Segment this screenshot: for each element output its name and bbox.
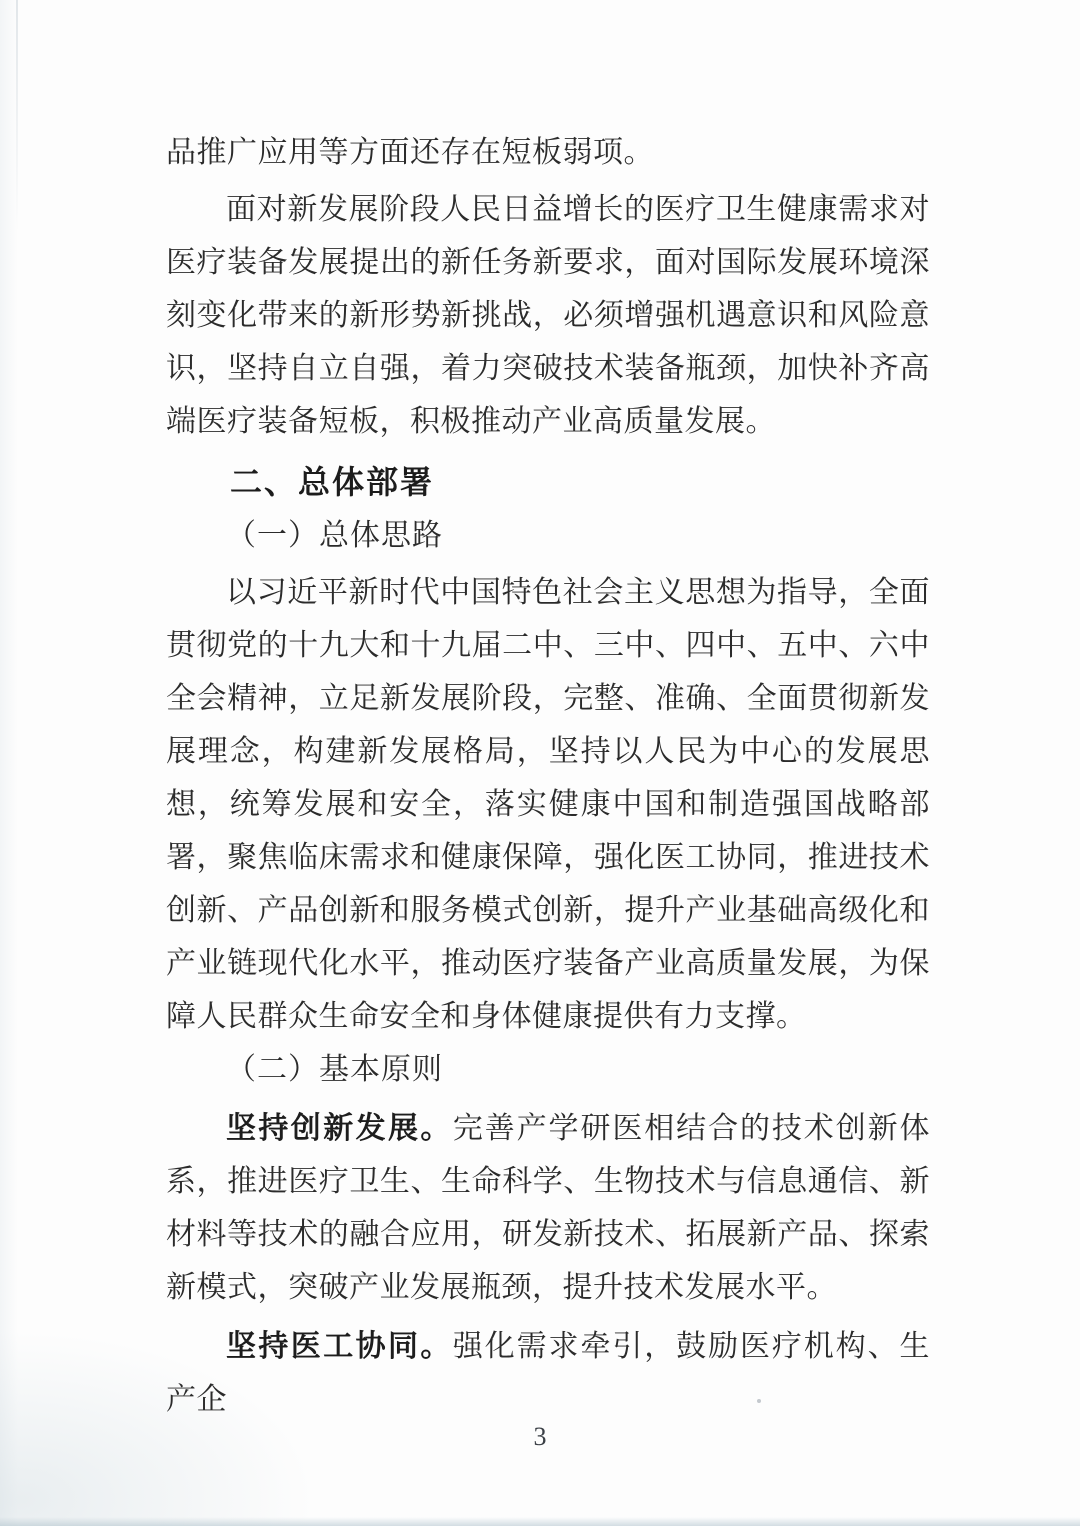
scan-crease (16, 0, 18, 230)
paragraph-text: 强化需求牵引，鼓励医疗机构、生产企 (166, 1330, 931, 1416)
paragraph (166, 1102, 930, 1314)
paragraph: 以习近平新时代中国特色社会主义思想为指导，全面贯彻党的十九大和十九届二中、三中、四中、五中、六中全会精神，立足新发展阶段，完整、准确、全面贯彻新发展理念，构建新发展格局，坚持以人民为中心的发展思想，统筹发展和安全，落实健康中国和制造强国战略部署，聚焦临床需求和健康保障，强化医工协同，推进技术创新、产品创新和服务模式创新，提升产业基础高级化和产业链现代化水平，推动医疗装备产业高质量发展，为保障人民群众生命安全和身体健康提供有力支撑。 (166, 576, 930, 1033)
paragraph-continuation: 品推广应用等方面还存在短板弱项。 (166, 136, 654, 169)
paragraph-lead-bold: 坚持医工协同。 (226, 1330, 453, 1363)
paragraph-lead-bold: 坚持创新发展。 (226, 1112, 453, 1145)
subsection-heading-1: （一）总体思路 (226, 519, 443, 552)
scan-bottom-edge (0, 1517, 1080, 1526)
paragraph-text: 完善产学研医相结合的技术创新体系，推进医疗卫生、生命科学、生物技术与信息通信、新材料等技术的融合应用，研发新技术、拓展新产品、探索新模式，突破产业发展瓶颈，提升技术发展水平。 (166, 1112, 931, 1304)
section-heading: 二、总体部署 (230, 464, 435, 500)
scan-speck (757, 1399, 761, 1403)
paragraph: 面对新发展阶段人民日益增长的医疗卫生健康需求对医疗装备发展提出的新任务新要求，面对国际发展环境深刻变化带来的新形势新挑战，必须增强机遇意识和风险意识，坚持自立自强，着力突破技术装备瓶颈，加快补齐高端医疗装备短板，积极推动产业高质量发展。 (166, 193, 930, 438)
paragraph (166, 1320, 930, 1426)
page-number: 3 (533, 1422, 547, 1451)
subsection-heading-2: （二）基本原则 (226, 1053, 443, 1086)
document-body (166, 126, 930, 1426)
